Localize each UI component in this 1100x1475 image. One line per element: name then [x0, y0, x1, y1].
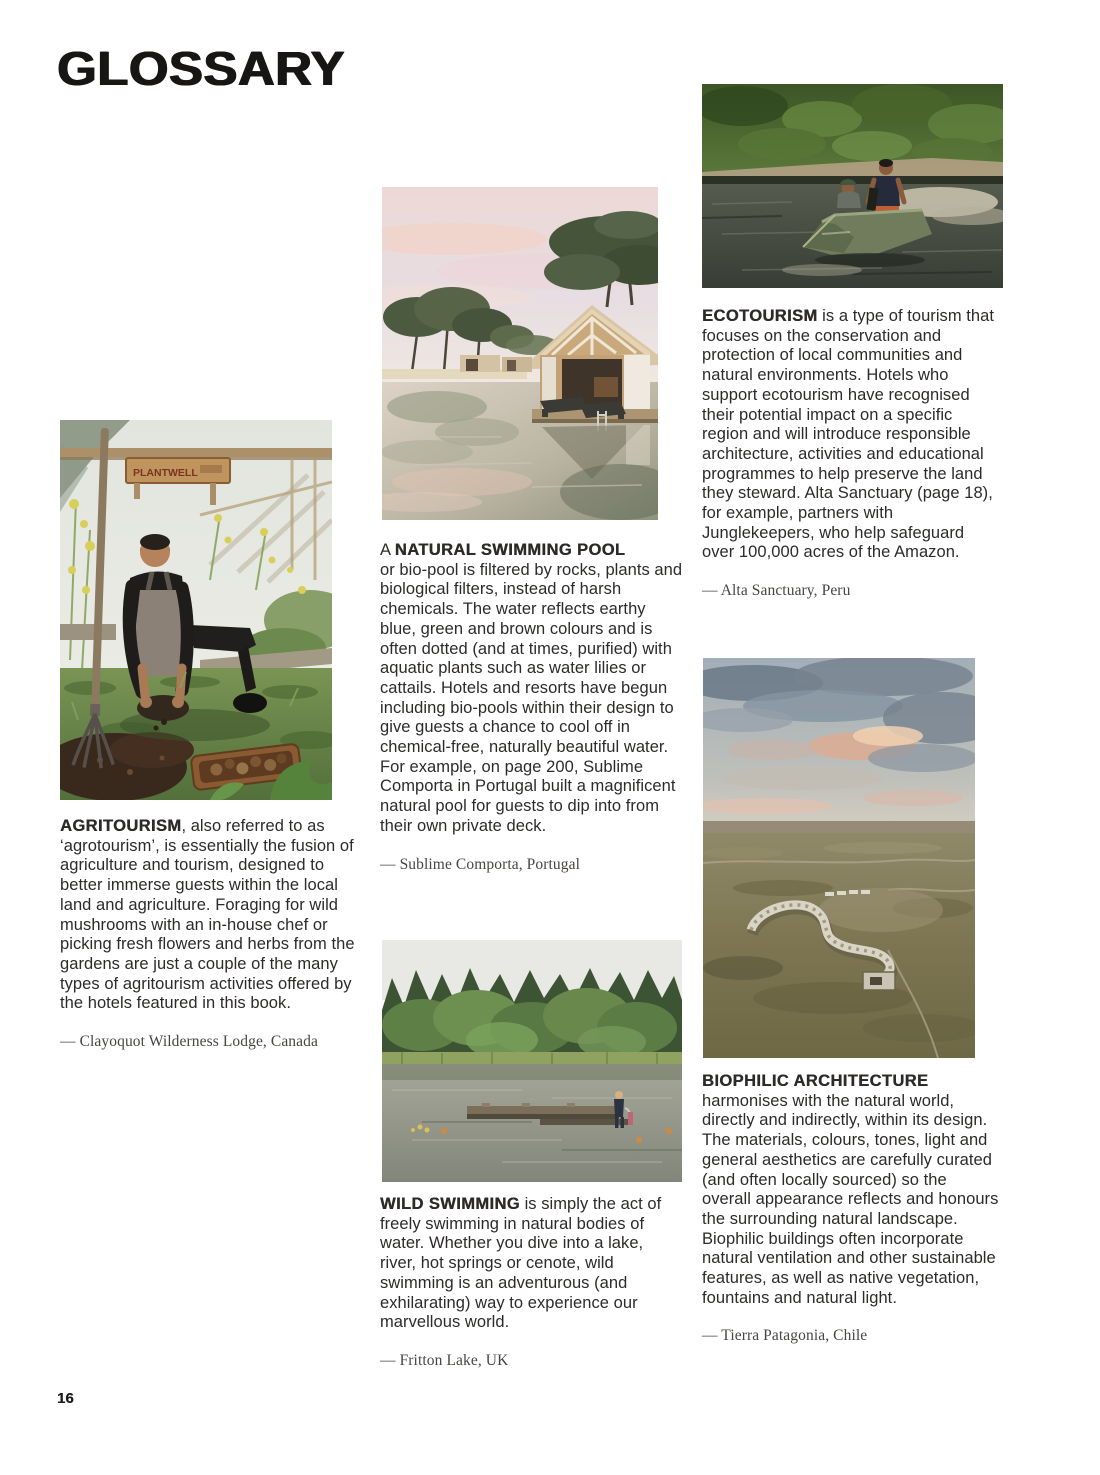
biophilic-architecture-photo	[703, 658, 975, 1058]
biophilic-definition	[702, 1072, 1000, 1308]
svg-text:PLANTWELL: PLANTWELL	[133, 467, 198, 479]
wild-swimming-attribution: — Fritton Lake, UK	[380, 1351, 509, 1369]
natural-pool-photo	[382, 187, 658, 520]
agritourism-photo	[60, 420, 332, 800]
ecotourism-photo	[702, 84, 1003, 288]
wild-swimming-body-text: is simply the act of freely swimming in natural bodies of water. Whether you dive into a lake, river, hot springs or cenote, wild swimming is an adventurous (and exhilarating) way to experience our marvellous world.	[380, 1195, 662, 1332]
wild-swimming-photo	[382, 940, 682, 1182]
natural-pool-prefix: A	[380, 541, 395, 559]
biophilic-body-text: harmonises with the natural world, directly and indirectly, within its design. The materials, colours, tones, light and general aesthetics are carefully curated (and often locally sourced) so the overall appearance reflects and honours the surrounding natural landscape. Biophilic buildings often incorporate natural ventilation and other sustainable features, as well as native vegetation, fountains and natural light.	[702, 1091, 999, 1307]
agritourism-definition	[60, 817, 360, 1014]
ecotourism-definition	[702, 307, 1000, 563]
ecotourism-attribution: — Alta Sanctuary, Peru	[702, 582, 851, 600]
natural-pool-term: NATURAL SWIMMING POOL	[394, 541, 626, 559]
agritourism-body-text: , also referred to as ‘agrotourism’, is essentially the fusion of agriculture and tourism, designed to better immerse guests within the local land and agriculture. Foraging for wild mushrooms with an in-house chef or picking fresh flowers and herbs from the gardens are just a couple of the many types of agritourism activities offered by the hotels featured in this book.	[60, 817, 355, 1013]
natural-pool-attribution: — Sublime Comporta, Portugal	[380, 855, 580, 873]
ecotourism-term: ECOTOURISM	[702, 307, 818, 325]
entry-biophilic-architecture	[702, 1072, 1000, 1346]
wild-swimming-definition	[380, 1195, 683, 1333]
biophilic-attribution: — Tierra Patagonia, Chile	[702, 1327, 868, 1345]
distant-cabins	[460, 355, 532, 372]
page-title: GLOSSARY	[57, 43, 345, 96]
entry-agritourism	[60, 817, 360, 1051]
ecotourism-body-text: is a type of tourism that focuses on the conservation and protection of local communities and natural environments. Hotels who support ecotourism have recognised their potential impact on a specific region and will introduce responsible architecture, activities and educational programmes to help preserve the land they steward. Alta Sanctuary (page 18), for example, partners with Junglekeepers, who help safeguard over 100,000 acres of the Amazon.	[702, 307, 995, 562]
patagonia-aerial-illustration	[703, 658, 975, 1058]
entry-ecotourism	[702, 307, 1000, 601]
entry-wild-swimming	[380, 1195, 683, 1370]
wild-swimming-term: WILD SWIMMING	[380, 1195, 520, 1213]
natural-pool-body-text: or bio-pool is filtered by rocks, plants and biological filters, instead of harsh chemicals. The water reflects earthy blue, green and brown colours and is often dotted (and at times, purified) with aquatic plants such as water lilies or cattails. Hotels and resorts have begun including bio-pools within their design to give guests a chance to cool off in chemical-free, naturally beautiful water. For example, on page 200, Sublime Comporta in Portugal built a magnificent natural pool for guests to dip into from their own private deck.	[380, 560, 683, 835]
entry-natural-swimming-pool	[380, 541, 683, 874]
dusk-cabin-pool-illustration	[382, 187, 658, 520]
river-boat-illustration	[702, 84, 1003, 288]
agritourism-attribution: — Clayoquot Wilderness Lodge, Canada	[60, 1033, 318, 1051]
agritourism-term: AGRITOURISM	[60, 817, 182, 835]
page-number: 16	[57, 1390, 74, 1407]
lake-pontoon-illustration	[382, 940, 682, 1182]
biophilic-term: BIOPHILIC ARCHITECTURE	[702, 1072, 929, 1090]
natural-pool-definition	[380, 541, 683, 837]
greenhouse-garden-illustration	[60, 420, 332, 800]
